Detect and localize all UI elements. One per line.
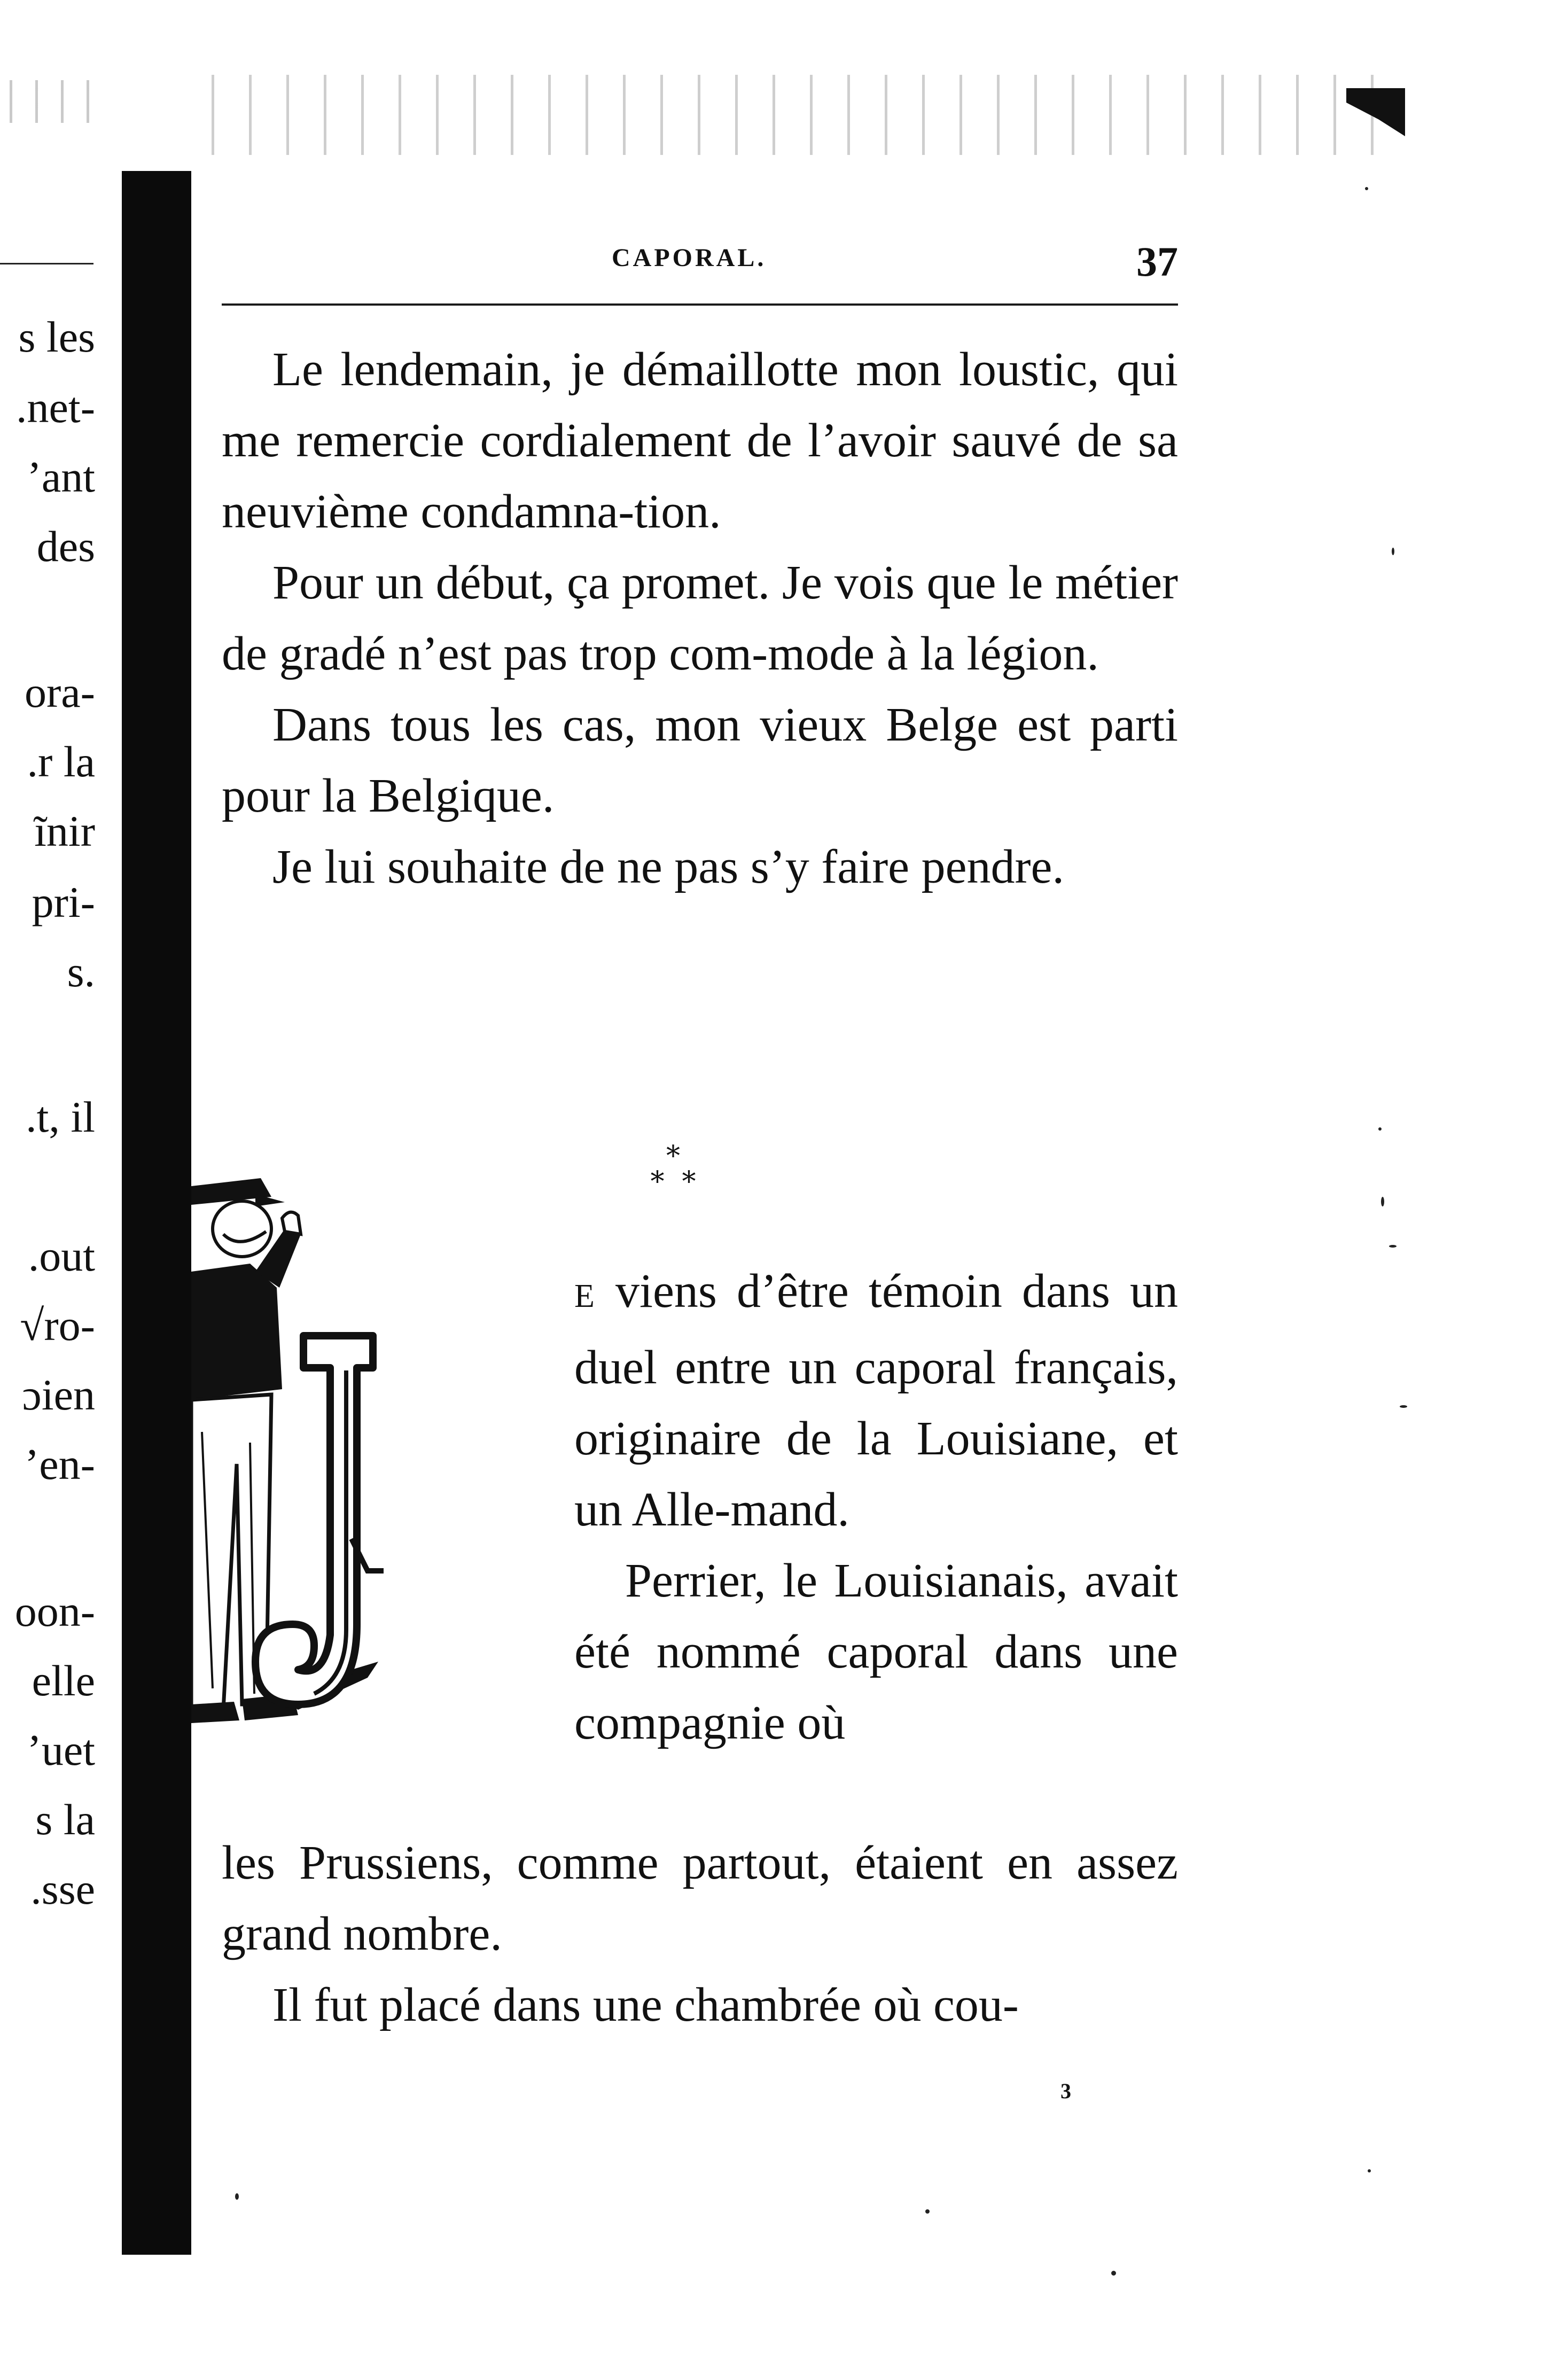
signature-mark: 3: [1060, 2079, 1071, 2103]
asterism-stars: * *: [650, 1166, 696, 1198]
dropcap-paragraph-block: [574, 1256, 1178, 1758]
dropcap-illustration: [191, 1165, 560, 1806]
scan-speck: [1381, 1197, 1384, 1206]
scan-speck: [1111, 2271, 1116, 2276]
running-head: CAPORAL.: [612, 244, 767, 272]
previous-page-line: .r la: [27, 737, 95, 786]
previous-page-line: .t, il: [26, 1093, 95, 1141]
asterism-star: *: [666, 1140, 680, 1172]
scan-speck: [1378, 1127, 1382, 1131]
previous-page-line: ora-: [24, 668, 95, 716]
paragraph-continued: les Prussiens, comme partout, étaient en assez grand nombre.: [222, 1836, 1178, 1960]
scan-speck: [925, 2209, 930, 2214]
scan-speck: [1365, 187, 1368, 190]
previous-page-line: √ro-: [20, 1301, 95, 1350]
body-text-bottom: [222, 1827, 1178, 2040]
page-header: [222, 238, 1178, 285]
section-asterism: [636, 1140, 711, 1202]
previous-page-line: .sse: [30, 1865, 95, 1913]
previous-page-line: ’ant: [27, 453, 95, 501]
paragraph: Le lendemain, je démaillotte mon loustic, qui me remercie cordialement de l’avoir sauvé de sa neuvième condamna-tion.: [222, 343, 1178, 538]
previous-page-line: elle: [32, 1656, 95, 1705]
body-text-top: [222, 334, 1178, 902]
page-number: 37: [1136, 238, 1178, 285]
scan-speck: [1400, 1405, 1407, 1408]
paragraph: Perrier, le Louisianais, avait été nommé caporal dans une compagnie où: [574, 1554, 1178, 1749]
scan-speck: [1392, 548, 1394, 555]
scan-speck: [1389, 1245, 1397, 1248]
paragraph: Il fut placé dans une chambrée où cou-: [272, 1978, 1019, 2031]
previous-page-line: s la: [35, 1795, 95, 1844]
previous-page-line: pri-: [32, 878, 95, 926]
previous-page-line: ’uet: [27, 1726, 95, 1774]
previous-page-rule: [0, 263, 93, 264]
scan-speck: [235, 2193, 239, 2200]
previous-page-line: ɔien: [22, 1370, 95, 1419]
previous-page-line: s.: [67, 947, 95, 996]
previous-page-line: des: [36, 522, 95, 571]
dropcap-paragraph: [574, 1256, 1178, 1545]
previous-page-line: .net-: [16, 383, 95, 432]
book-gutter-shadow: [122, 171, 191, 2255]
scan-speck: [1368, 2169, 1371, 2172]
header-rule: [222, 303, 1178, 306]
previous-page-line: ’en-: [24, 1440, 95, 1489]
scan-noise-top: [198, 75, 1405, 155]
previous-page-line: .out: [28, 1232, 95, 1280]
previous-page-line: ĩnir: [34, 807, 95, 855]
dropcap-smallcap: E: [574, 1278, 596, 1314]
dropcap-paragraph-text: viens d’être témoin dans un duel entre un caporal français, originaire de la Louisiane, et un Alle-mand.: [574, 1265, 1178, 1536]
paragraph: Dans tous les cas, mon vieux Belge est parti pour la Belgique.: [222, 698, 1178, 822]
previous-page-edge: [0, 0, 122, 2368]
paragraph: Pour un début, ça promet. Je vois que le métier de gradé n’est pas trop com-mode à la légion.: [222, 556, 1178, 680]
previous-page-line: oon-: [14, 1587, 95, 1635]
soldier-illustration: [191, 1165, 560, 1806]
previous-page-line: s les: [18, 313, 95, 361]
paragraph: Je lui souhaite de ne pas s’y faire pendre.: [272, 840, 1064, 893]
